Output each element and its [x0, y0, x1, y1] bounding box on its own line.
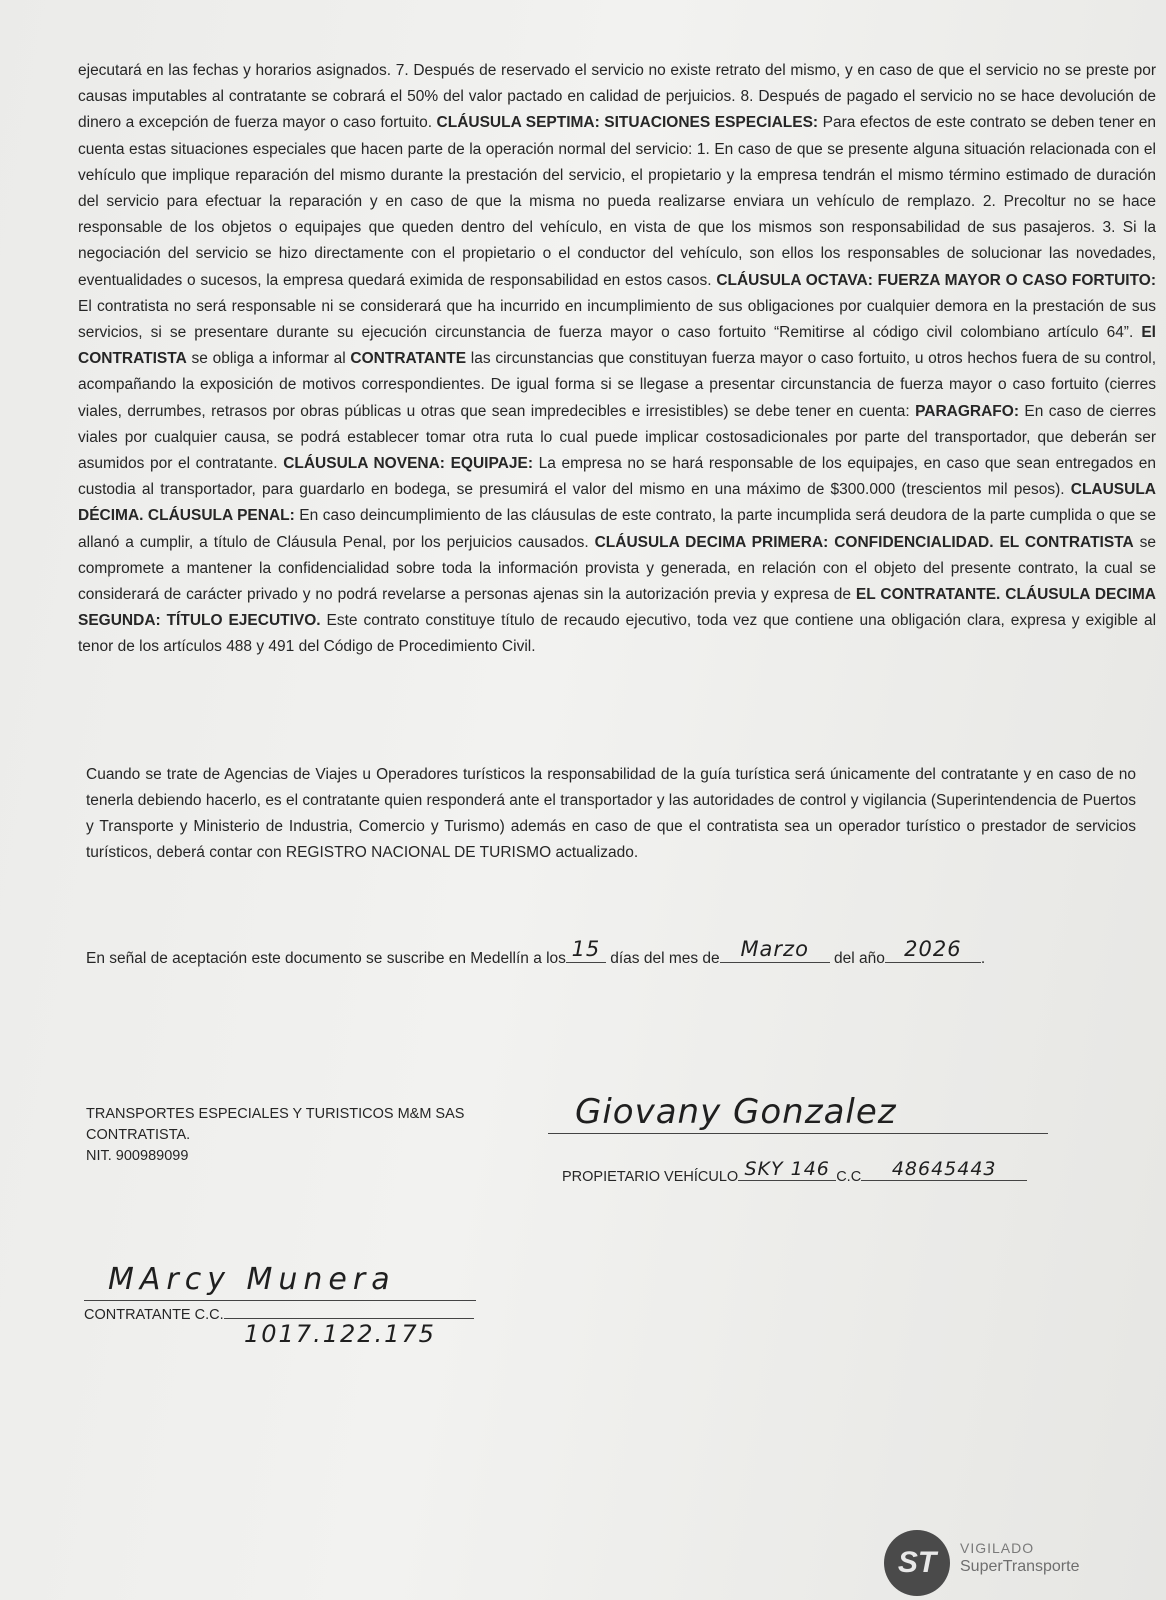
- year-value: 2026: [904, 937, 962, 961]
- clause-text: ejecutará en las fechas y horarios asignados. 7. Después de reservado el servicio no existe retrato del mismo, y en caso de que el servicio no se preste por causas imputables al contratante se cobrará el 50% del valor pactado en calidad de perjuicios. 8. Después de pagado el servicio no se hace devolución de dinero a excepción de fuerza mayor o caso fortuito.: [78, 62, 1156, 132]
- clause-heading-octava: CLÁUSULA OCTAVA: FUERZA MAYOR O CASO FORTUITO:: [716, 271, 1156, 289]
- day-field[interactable]: [566, 937, 606, 963]
- month-value: Marzo: [740, 937, 809, 961]
- client-cc-field[interactable]: [224, 1300, 474, 1319]
- day-value: 15: [571, 937, 601, 961]
- clause-text: En caso de cierres viales por cualquier causa, se podrá establecer tomar otra ruta lo cual puede implicar costosadicionales por parte del transportador, que deberán ser asumidos por el contratante.: [78, 402, 1156, 473]
- clause-text: Para efectos de este contrato se deben tener en cuenta estas situaciones especiales que hacen parte de la operación normal del servicio: 1. En caso de que se presente alguna situación relacionada con el vehículo que implique reparación del mismo durante la prestación del servicio, el propietario y la empresa tendrán el mismo término estimado de duración del servicio para efectuar la reparación y en caso de que la misma no pueda realizarse enviara un vehículo de remplazo. 2. Precoltur no se hace responsable de los objetos o equipajes que queden dentro del vehículo, en vista de que los mismos son responsabilidad de sus pasajeros. 3. Si la negociación del servicio se hizo directamente con el propietario o el conductor del vehículo, son ellos los responsables de solucionar las novedades, eventualidades o sucesos, la empresa quedará eximida de responsabilidad en estos casos.: [78, 114, 1156, 289]
- agencias-paragraph: Cuando se trate de Agencias de Viajes u Operadores turísticos la responsabilidad de la guía turística será únicamente del contratante y en caso de no tenerla debiendo hacerlo, es el contratante quien responderá ante el transportador y las autoridades de control y vigilancia (Superintendencia de Puertos y Transporte y Ministerio de Industria, Comercio y Turismo) además en caso de que el contratista sea un operador turístico o prestador de servicios turísticos, deberá contar con REGISTRO NACIONAL DE TURISMO actualizado.: [86, 766, 1136, 861]
- owner-cc-value: 48645443: [891, 1158, 997, 1180]
- owner-cc-label: C.C: [836, 1169, 862, 1185]
- bold-contratante: CONTRATANTE: [350, 350, 467, 368]
- clause-heading-novena: CLÁUSULA NOVENA: EQUIPAJE:: [283, 455, 533, 473]
- clause-text: El contratista no será responsable ni se considerará que ha incurrido en incumplimiento de sus obligaciones por cualquier demora en la prestación de sus servicios, si se presentare durante su ejecución circunstancia de fuerza mayor o caso fortuito “Remitirse al código civil colombiano artículo 64”.: [78, 297, 1156, 342]
- company-nit: NIT. 900989099: [86, 1148, 189, 1164]
- client-cc-value: 1017.122.175: [244, 1320, 436, 1348]
- year-label: del año: [834, 950, 885, 967]
- contractor-block: [86, 1104, 464, 1167]
- clause-heading-decima-primera: CLÁUSULA DECIMA PRIMERA: CONFIDENCIALIDAD. EL CONTRATISTA: [594, 533, 1134, 551]
- plate-value: SKY 146: [744, 1158, 830, 1180]
- clauses-paragraph: [78, 58, 1156, 661]
- seal-line1: VIGILADO: [960, 1540, 1035, 1556]
- clause-heading-decima: CLAUSULA DÉCIMA. CLÁUSULA PENAL:: [78, 481, 1156, 525]
- days-label: días del mes de: [610, 950, 720, 967]
- clause-text: las circunstancias que constituyan fuerza mayor o caso fortuito, u otros hechos fuera de su control, acompañando la exposición de motivos correspondientes. De igual forma si se llegase a presentar circunstancia de fuerza mayor o caso fortuito (cierres viales, derrumbes, retrasos por obras públicas u otras que sean impredecibles e irresistibles) se debe tener en cuenta:: [78, 350, 1157, 420]
- owner-signature: Giovany Gonzalez: [575, 1092, 897, 1132]
- clause-heading-decima-segunda: EL CONTRATANTE. CLÁUSULA DECIMA SEGUNDA: TÍTULO EJECUTIVO.: [78, 586, 1156, 630]
- owner-block: [562, 1160, 1027, 1185]
- clause-text: se compromete a mantener la confidencialidad sobre toda la información provista y generada, en relación con el objeto del presente contrato, la cual se considerará de carácter privado y no podrá revelarse a personas ajenas sin la autorización previa y expresa de: [78, 533, 1156, 604]
- clause-heading-septima: CLÁUSULA SEPTIMA: SITUACIONES ESPECIALES:: [436, 114, 819, 132]
- company-role: CONTRATISTA.: [86, 1127, 191, 1143]
- contract-clauses: [78, 58, 1156, 661]
- st-logo-icon: ST: [884, 1530, 950, 1596]
- acceptance-prefix: En señal de aceptación este documento se suscribe en Medellín a los: [86, 950, 566, 967]
- plate-field[interactable]: [738, 1160, 836, 1181]
- seal-line2: SuperTransporte: [960, 1558, 1080, 1575]
- bold-contratista: El CONTRATISTA: [78, 324, 1156, 368]
- owner-label: PROPIETARIO VEHÍCULO: [562, 1169, 739, 1185]
- clause-text: En caso deincumplimiento de las cláusulas de este contrato, la parte incumplida será deudora de la parte cumplida o que se allanó a cumplir, a título de Cláusula Penal, por los perjuicios causados.: [78, 507, 1156, 551]
- client-signature: MArcy Munera: [108, 1262, 396, 1297]
- bold-paragrafo: PARAGRAFO:: [915, 402, 1019, 420]
- clause-text: se obliga a informar al: [186, 350, 351, 368]
- year-field[interactable]: [885, 937, 981, 963]
- owner-signature-line[interactable]: [548, 1133, 1048, 1134]
- clause-text: Este contrato constituye título de recaudo ejecutivo, toda vez que contiene una obligación clara, expresa y exigible al tenor de los artículos 488 y 491 del Código de Procedimiento Civil.: [78, 612, 1157, 656]
- company-name: TRANSPORTES ESPECIALES Y TURISTICOS M&M SAS: [86, 1106, 465, 1122]
- acceptance-end: .: [980, 950, 986, 967]
- owner-cc-field[interactable]: [861, 1160, 1027, 1181]
- client-label: CONTRATANTE C.C.: [84, 1307, 224, 1323]
- acceptance-line: [86, 937, 1086, 968]
- clause-text: La empresa no se hará responsable de los equipajes, en caso que sean entregados en custodia al transportador, para guardarlo en bodega, se presumirá el valor del mismo en una máximo de $300.000 (trescientos mil pesos).: [78, 455, 1157, 499]
- month-field[interactable]: [720, 937, 830, 963]
